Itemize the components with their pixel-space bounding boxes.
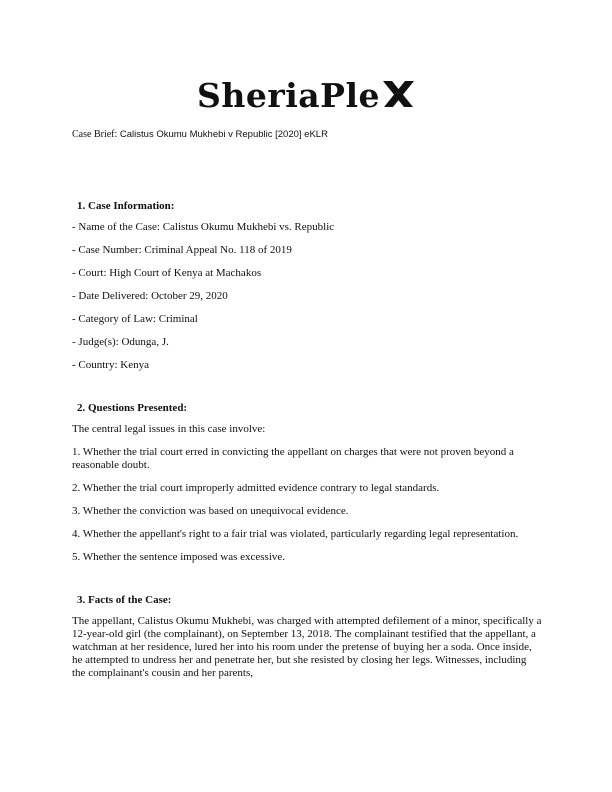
- case-info-line: - Name of the Case: Calistus Okumu Mukhebi vs. Republic: [72, 221, 335, 233]
- section-1-heading: 1. Case Information:: [77, 200, 175, 212]
- document-body: [72, 200, 542, 680]
- logo-text: SheriaPle: [197, 76, 380, 115]
- section-case-information: [72, 200, 542, 372]
- brief-prefix: Case Brief:: [72, 129, 118, 140]
- facts-paragraph: The appellant, Calistus Okumu Mukhebi, was charged with attempted defilement of a minor, specifically a 12-year-old girl (the complainant), on September 13, 2018. The complainant testified that the appellant, a watchman at her residence, lured her into his room under the pretense of buying her a soda. Once inside, he attempted to undress her and penetrate her, but she resisted by closing her legs. Witnesses, including the complainant's cousin and her parents,: [72, 615, 542, 679]
- brief-title: Calistus Okumu Mukhebi v Republic [2020] eKLR: [119, 129, 328, 140]
- case-info-line: - Case Number: Criminal Appeal No. 118 of 2019: [72, 244, 292, 256]
- case-info-line: - Date Delivered: October 29, 2020: [72, 290, 228, 302]
- case-info-line: - Category of Law: Criminal: [72, 313, 198, 325]
- section-facts-of-case: [72, 594, 542, 680]
- question-item: 5. Whether the sentence imposed was excessive.: [72, 551, 286, 563]
- section-3-heading: 3. Facts of the Case:: [77, 594, 172, 606]
- question-item: 2. Whether the trial court improperly admitted evidence contrary to legal standards.: [72, 482, 440, 494]
- question-item: 1. Whether the trial court erred in convicting the appellant on charges that were not proven beyond a reasonable doubt.: [72, 446, 514, 471]
- logo-x-mark-icon: [381, 79, 415, 109]
- section-questions-presented: [72, 402, 542, 564]
- question-item: 4. Whether the appellant's right to a fair trial was violated, particularly regarding legal representation.: [72, 528, 519, 540]
- case-info-line: - Judge(s): Odunga, J.: [72, 336, 169, 348]
- case-info-line: - Court: High Court of Kenya at Machakos: [72, 267, 262, 279]
- case-info-line: - Country: Kenya: [72, 359, 149, 371]
- questions-intro: The central legal issues in this case involve:: [72, 423, 266, 435]
- case-brief-line: [72, 129, 328, 140]
- sheriaplex-logo: [0, 76, 612, 115]
- question-item: 3. Whether the conviction was based on unequivocal evidence.: [72, 505, 349, 517]
- section-2-heading: 2. Questions Presented:: [77, 402, 188, 414]
